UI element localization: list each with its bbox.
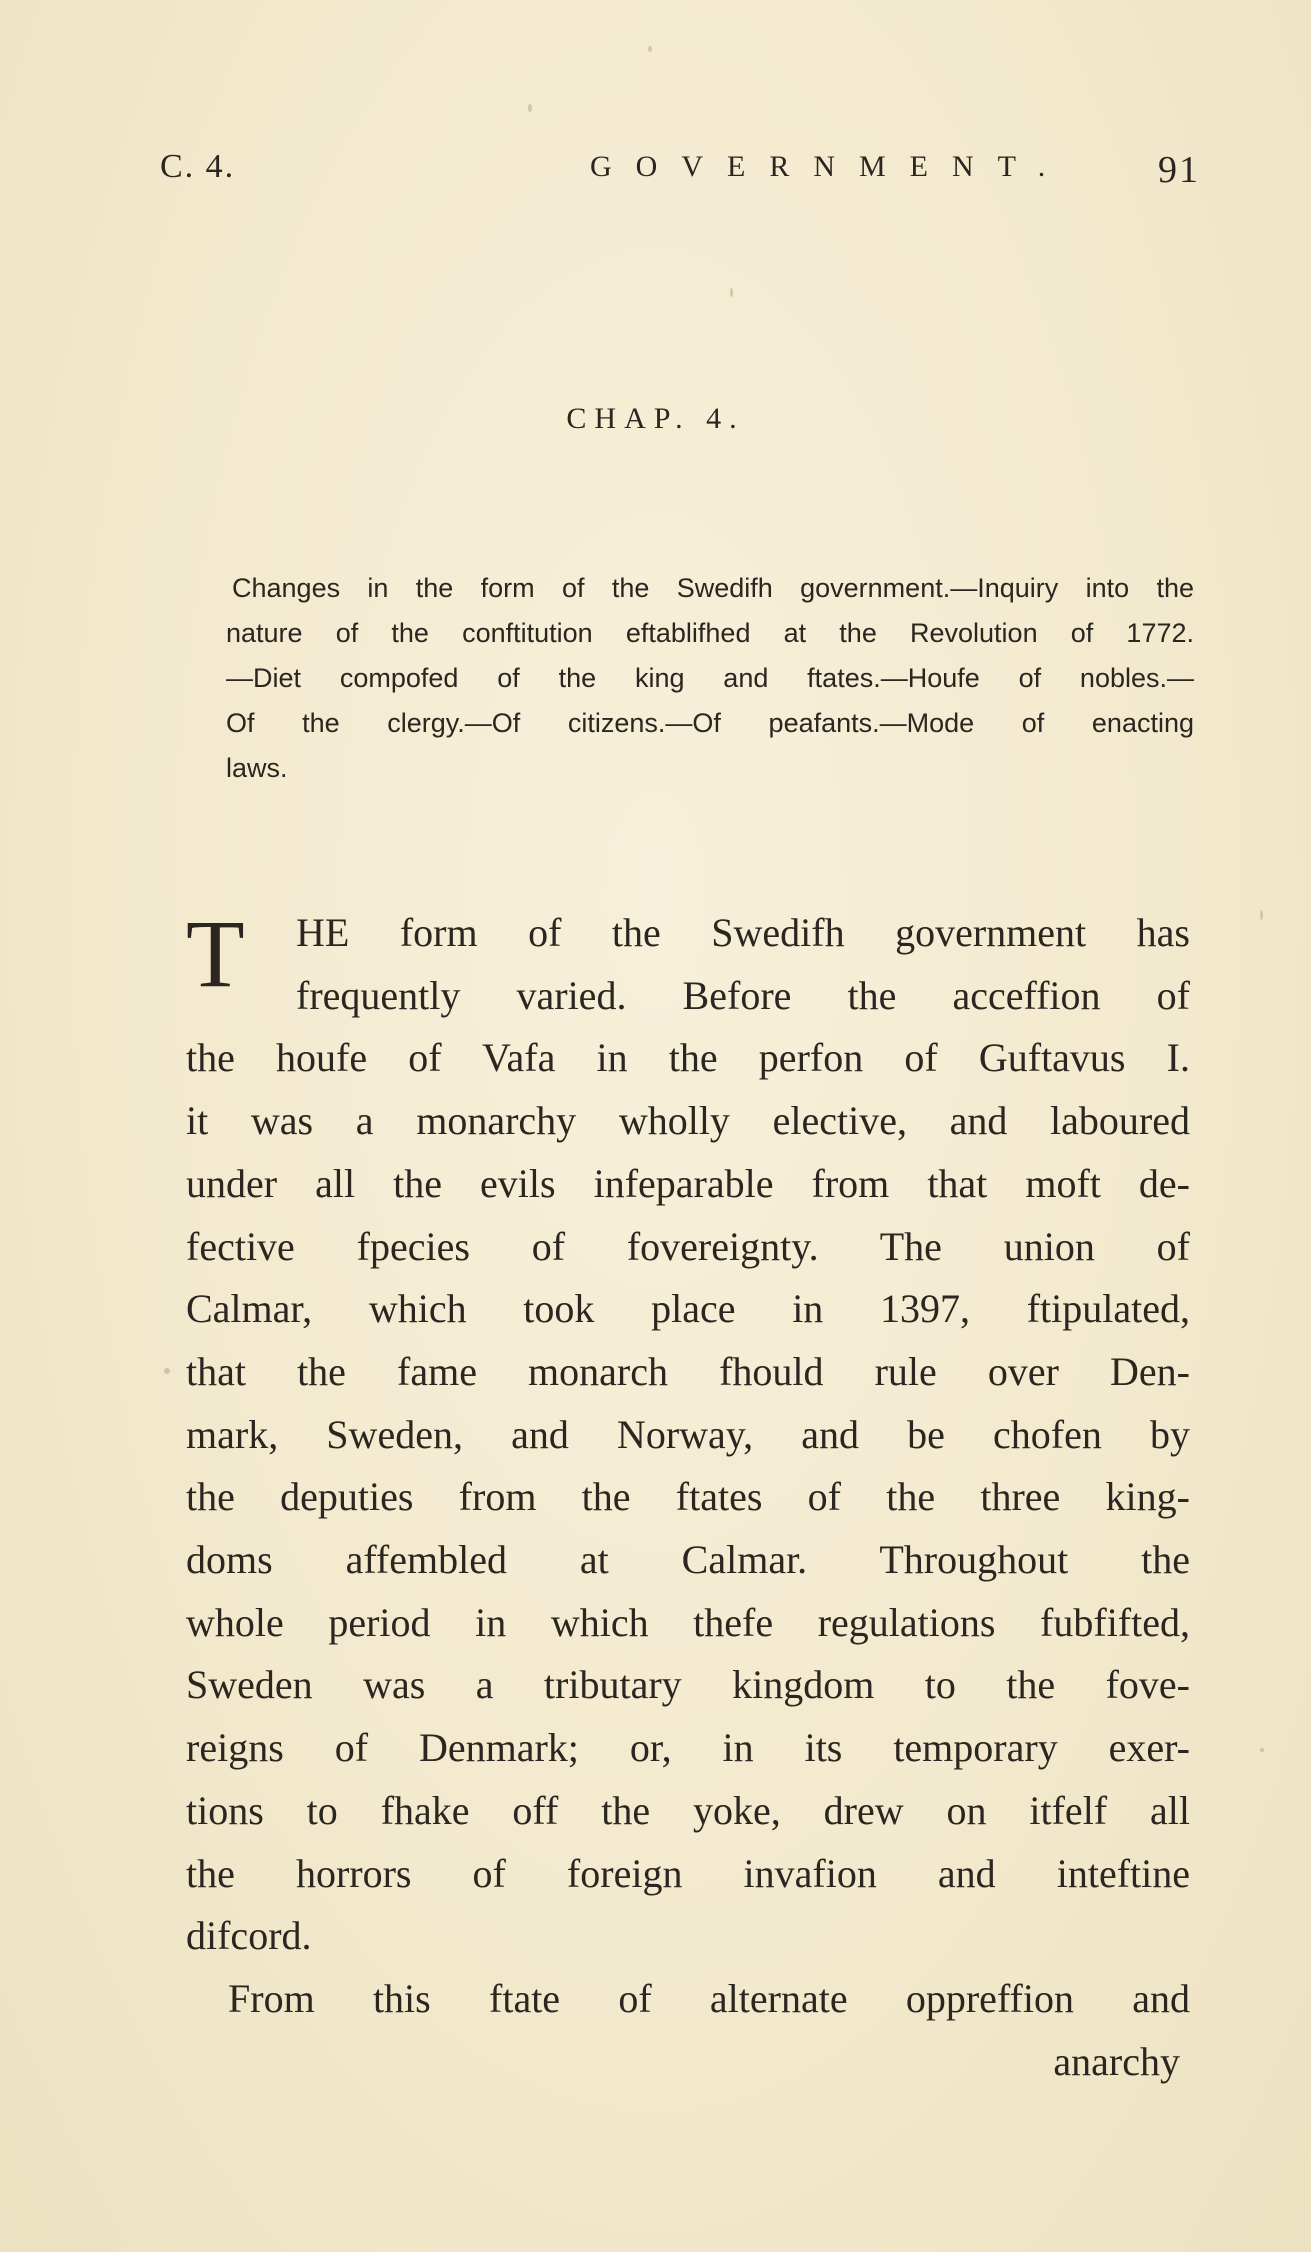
body-line: the horrors of foreign invafion and inteftine [186,1850,1190,1896]
summary-line: laws. [226,753,288,783]
body-line: doms affembled at Calmar. Throughout the [186,1537,1190,1583]
body-line: under all the evils infeparable from that moft de- [186,1160,1190,1206]
body-line: the houfe of Vafa in the perfon of Guftavus I. [186,1035,1190,1081]
body-line: reigns of Denmark; or, in its temporary exer- [186,1725,1190,1771]
paper-speck [528,104,532,112]
paper-speck [648,46,652,52]
body-line: Sweden was a tributary kingdom to the fove- [186,1662,1190,1708]
chapter-heading: CHAP. 4. [566,402,745,435]
summary-line: —Diet compofed of the king and ftates.—Houfe of nobles.— [226,663,1194,693]
body-line: it was a monarchy wholly elective, and laboured [186,1098,1190,1144]
body-line: mark, Sweden, and Norway, and be chofen by [186,1411,1190,1457]
body-line: HE form of the Swedifh government has [296,910,1190,955]
body-line: whole period in which thefe regulations fubfifted, [186,1599,1190,1645]
body-line: tions to fhake off the yoke, drew on itfelf all [186,1787,1190,1833]
summary-line: nature of the conftitution eftablifhed at the Revolution of 1772. [226,618,1194,648]
body-line: that the fame monarch fhould rule over Den- [186,1348,1190,1394]
catchword: anarchy [1053,2038,1180,2084]
running-title: GOVERNMENT. [590,150,1070,183]
chapter-summary [226,566,1194,791]
chapter-signature: C. 4. [160,148,236,185]
paper-speck [1260,910,1263,920]
page-number: 91 [1158,149,1200,191]
body-text [186,902,1190,2093]
body-line: fective fpecies of fovereignty. The union of [186,1223,1190,1269]
body-line: From this ftate of alternate oppreffion and [228,1975,1190,2021]
drop-cap: T [186,900,245,1007]
body-line: difcord. [186,1913,312,1959]
paper-speck [1260,1748,1264,1752]
body-line: frequently varied. Before the acceffion of [296,972,1190,1018]
paper-speck [730,288,733,297]
summary-line: Changes in the form of the Swedifh government.—Inquiry into the [232,573,1194,603]
body-line: Calmar, which took place in 1397, ftipulated, [186,1286,1190,1332]
running-header [160,148,1200,191]
body-line: the deputies from the ftates of the three king- [186,1474,1190,1520]
paper-speck [164,1368,170,1374]
summary-line: Of the clergy.—Of citizens.—Of peafants.—Mode of enacting [226,708,1194,738]
